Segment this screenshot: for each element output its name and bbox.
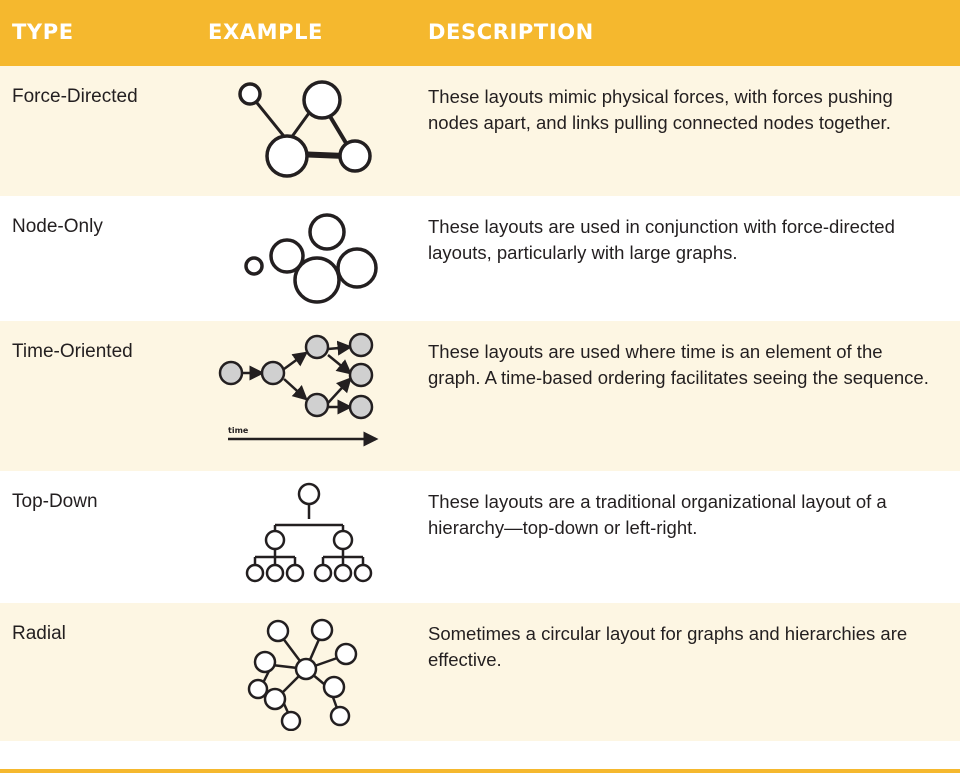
cell-example <box>198 196 420 321</box>
cell-type: Time-Oriented <box>0 321 198 471</box>
radial-graph-diagram <box>202 613 416 731</box>
table-bottom-rule <box>0 769 960 773</box>
table-row <box>0 471 960 603</box>
table-row <box>0 66 960 196</box>
cell-example <box>198 603 420 741</box>
cell-example <box>198 321 420 471</box>
cell-example <box>198 66 420 196</box>
node-only-graph-diagram <box>202 206 416 311</box>
table-header-row <box>0 0 960 66</box>
column-header-example: EXAMPLE <box>198 0 420 66</box>
cell-description <box>420 321 960 471</box>
cell-description <box>420 196 960 321</box>
description-text: These layouts are used in conjunction with force-directed layouts, particularly with large graphs. <box>428 216 895 264</box>
cell-type: Force-Directed <box>0 66 198 196</box>
cell-description <box>420 471 960 603</box>
force-directed-graph-diagram <box>202 76 416 186</box>
cell-type: Radial <box>0 603 198 741</box>
cell-example <box>198 471 420 603</box>
column-header-type: TYPE <box>0 0 198 66</box>
table-row <box>0 321 960 471</box>
cell-type: Node-Only <box>0 196 198 321</box>
table-header <box>0 0 960 66</box>
top-down-tree-diagram <box>202 481 416 593</box>
time-axis-label: time <box>228 426 249 435</box>
description-text: These layouts are a traditional organizational layout of a hierarchy—top-down or left-right. <box>428 491 887 539</box>
cell-type: Top-Down <box>0 471 198 603</box>
description-text: Sometimes a circular layout for graphs and hierarchies are effective. <box>428 623 908 671</box>
table-row <box>0 196 960 321</box>
cell-description <box>420 603 960 741</box>
description-text: These layouts are used where time is an element of the graph. A time-based ordering facilitates seeing the sequence. <box>428 341 929 389</box>
cell-description <box>420 66 960 196</box>
description-text: These layouts mimic physical forces, with forces pushing nodes apart, and links pulling connected nodes together. <box>428 86 893 134</box>
table-row <box>0 603 960 741</box>
time-oriented-graph-diagram <box>202 331 416 461</box>
table-body <box>0 66 960 741</box>
column-header-description: DESCRIPTION <box>420 0 960 66</box>
